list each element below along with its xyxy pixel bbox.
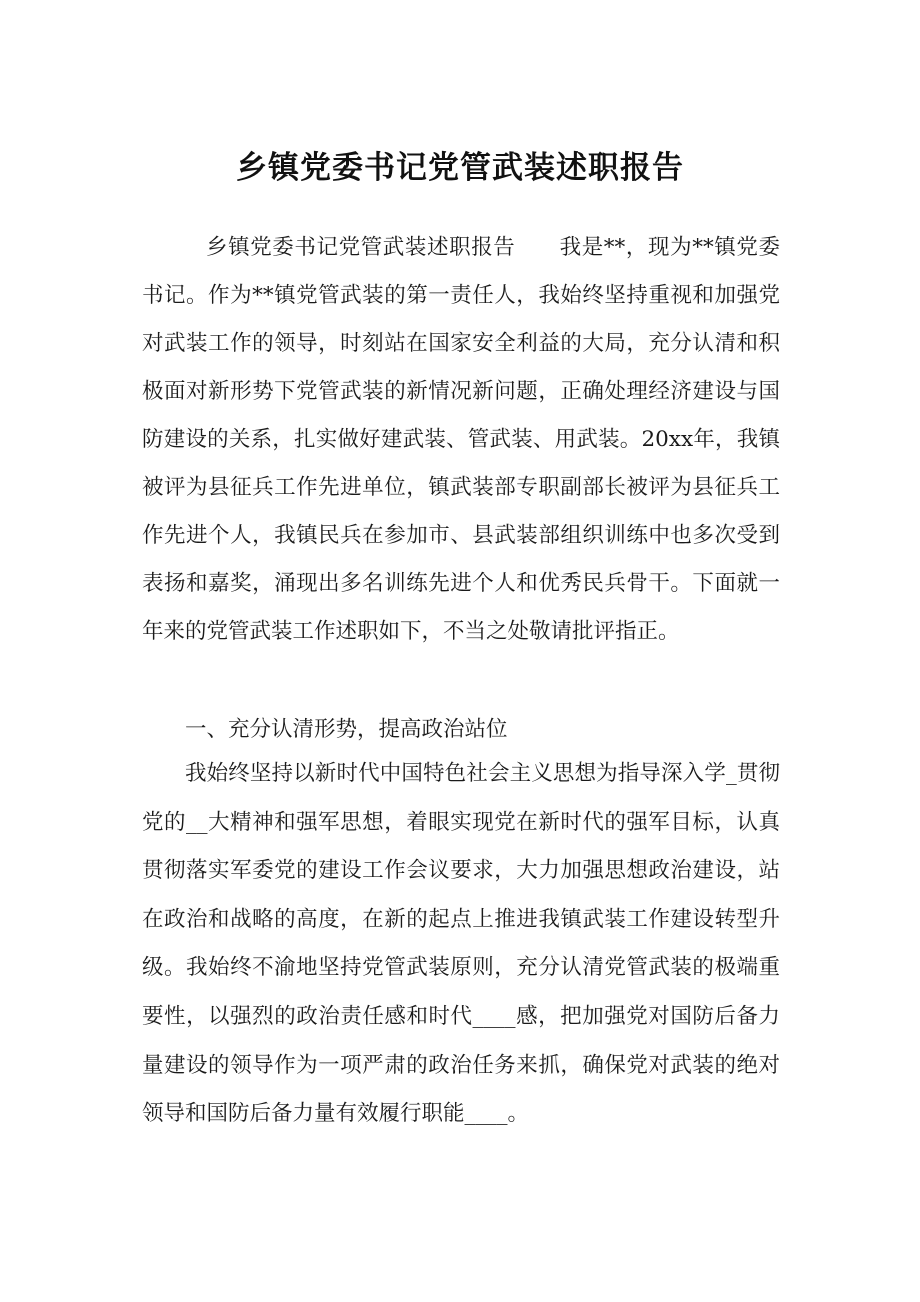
paragraph-section-1: 我始终坚持以新时代中国特色社会主义思想为指导深入学_贯彻党的__大精神和强军思想，着眼实现党在新时代的强军目标，认真贯彻落实军委党的建设工作会议要求，大力加强思想政治建设，站在政治和战略的高度，在新的起点上推进我镇武装工作建设转型升级。我始终不渝地坚持党管武装原则，充分认清党管武装的极端重要性，以强烈的政治责任感和时代____感，把加强党对国防后备力量建设的领导作为一项严肃的政治任务来抓，确保党对武装的绝对领导和国防后备力量有效履行职能____。 <box>142 761 780 1127</box>
section-heading-1: 一、充分认清形势，提高政治站位 <box>185 717 508 742</box>
paragraph-intro: 乡镇党委书记党管武装述职报告 我是**，现为**镇党委书记。作为**镇党管武装的第一责任人，我始终坚持重视和加强党对武装工作的领导，时刻站在国家安全利益的大局，充分认清和积极面对新形势下党管武装的新情况新问题，正确处理经济建设与国防建设的关系，扎实做好建武装、管武装、用武装。20xx年，我镇被评为县征兵工作先进单位，镇武装部专职副部长被评为县征兵工作先进个人，我镇民兵在参加市、县武装部组织训练中也多次受到表扬和嘉奖，涌现出多名训练先进个人和优秀民兵骨干。下面就一年来的党管武装工作述职如下，不当之处敬请批评指正。 <box>142 235 780 644</box>
document-title: 乡镇党委书记党管武装述职报告 <box>236 150 684 186</box>
